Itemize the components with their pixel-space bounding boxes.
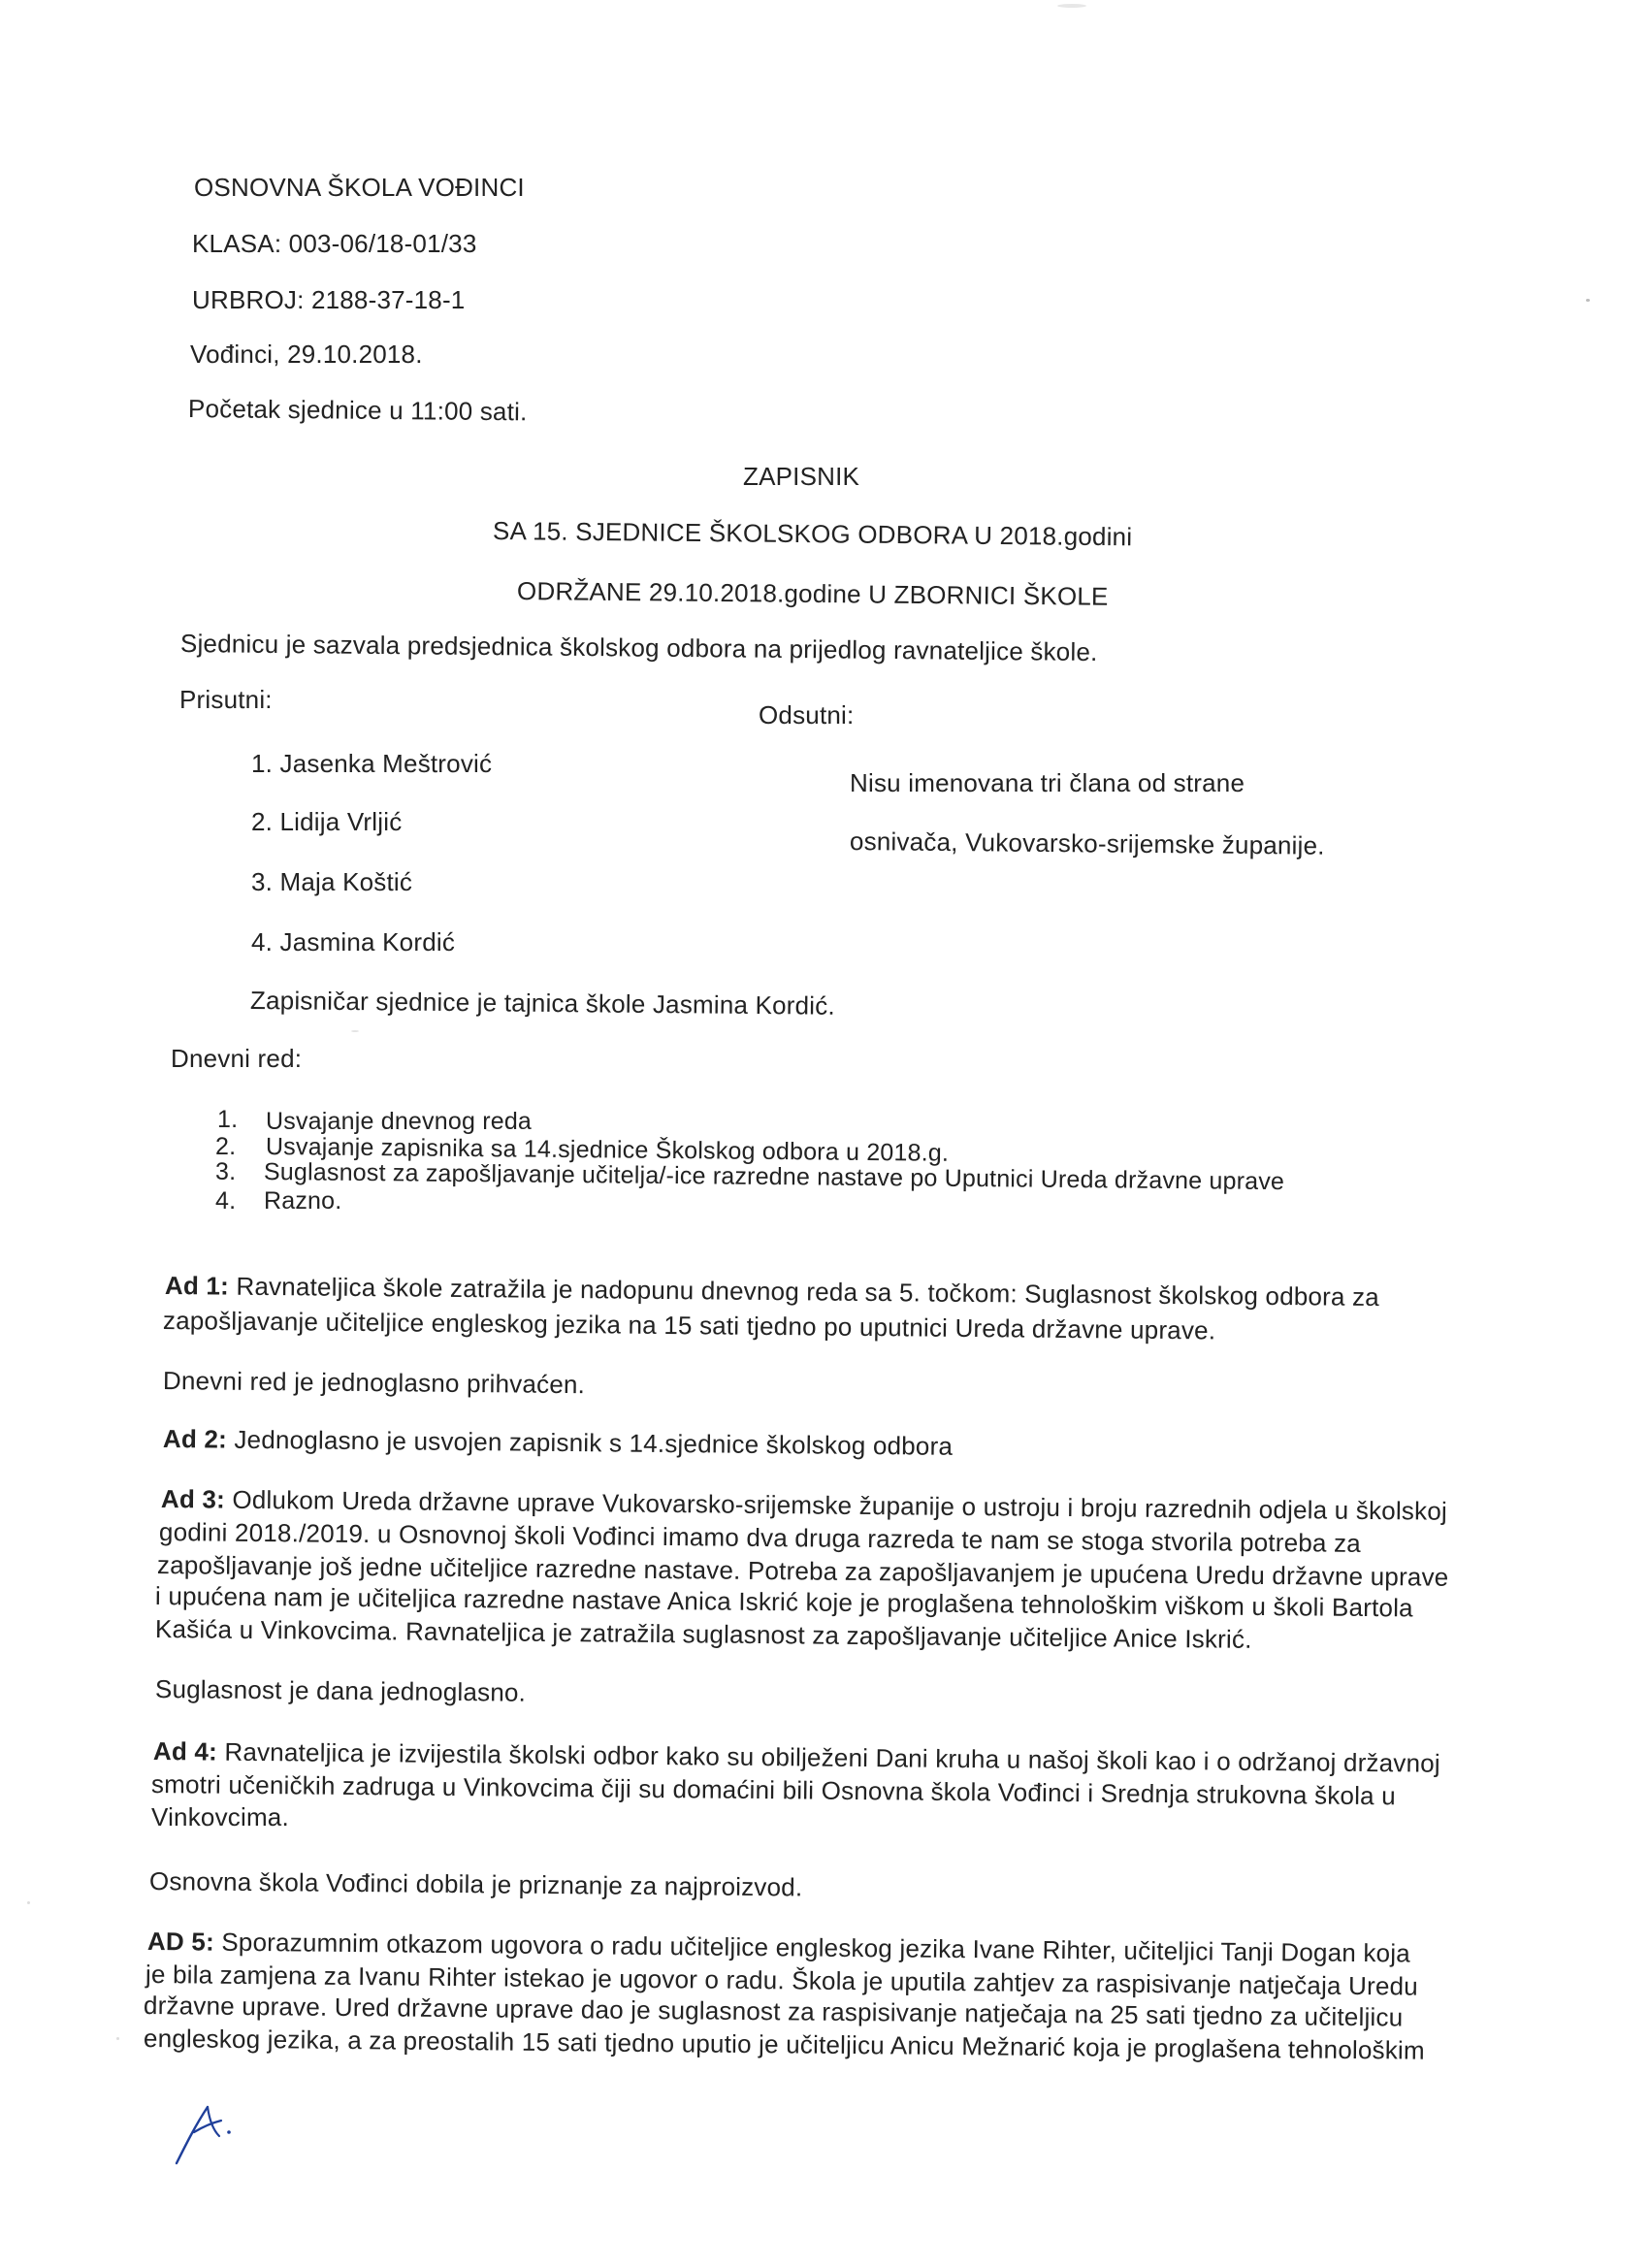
scan-speck: [1586, 299, 1590, 302]
klasa: KLASA: 003-06/18-01/33: [192, 229, 477, 258]
ad4-line-3: Vinkovcima.: [151, 1802, 289, 1831]
ad5-label: AD 5:: [146, 1927, 215, 1957]
ad1-line-1: [165, 1271, 1379, 1312]
scan-speck: [1057, 4, 1086, 8]
recorder-text: Zapisničar sjednice je tajnica škole Jasmina Kordić.: [249, 986, 836, 1021]
ad3-result: Suglasnost je dana jednoglasno.: [154, 1674, 527, 1707]
absent-note-line-2: osnivača, Vukovarsko-srijemske županije.: [849, 826, 1325, 860]
document-title: ZAPISNIK: [743, 462, 860, 491]
ad3-label: Ad 3:: [160, 1484, 226, 1514]
scan-speck: [351, 1030, 359, 1032]
ad3-line-3: zapošljavanje još jedne učiteljice razredne nastave. Potreba za zapošljavanjem je upućena Uredu državne uprave: [156, 1550, 1449, 1592]
ad5-line-2: je bila zamjena za Ivanu Rihter istekao je ugovor o radu. Škola je uputila zahtjev za raspisivanje natječaja Uredu: [145, 1960, 1419, 2001]
ad1-result: Dnevni red je jednoglasno prihvaćen.: [162, 1366, 586, 1400]
ad5-line-3: državne uprave. Ured državne uprave dao je suglasnost za raspisivanje natječaja na 25 sati tjedno za učiteljicu: [143, 1991, 1404, 2032]
ad1-line-2: zapošljavanje učiteljice engleskog jezika na 15 sati tjedno po uputnici Ureda državne uprave.: [162, 1306, 1216, 1345]
place-date: Vođinci, 29.10.2018.: [190, 340, 423, 369]
present-member: 4. Jasmina Kordić: [251, 927, 456, 956]
present-member: 2. Lidija Vrljić: [251, 807, 403, 836]
signature-mark: [165, 2086, 252, 2173]
absent-note-line-1: Nisu imenovana tri člana od strane: [850, 768, 1245, 797]
agenda-item-number: 3.: [215, 1158, 237, 1185]
start-time: Početak sjednice u 11:00 sati.: [187, 394, 528, 427]
ad2-line: [163, 1424, 953, 1462]
ad1-label: Ad 1:: [164, 1271, 230, 1301]
ad5-text: Sporazumnim otkazom ugovora o radu učiteljice engleskog jezika Ivane Rihter, učiteljici Tanji Dogan koja: [221, 1927, 1411, 1968]
urbroj: URBROJ: 2188-37-18-1: [192, 285, 466, 314]
agenda-label: Dnevni red:: [171, 1044, 303, 1073]
present-member: 3. Maja Koštić: [251, 867, 413, 896]
ad4-result: Osnovna škola Vođinci dobila je priznanje za najproizvod.: [148, 1866, 803, 1902]
title-line-3: ODRŽANE 29.10.2018.godine U ZBORNICI ŠKOLE: [516, 576, 1109, 611]
intro-text: Sjednicu je sazvala predsjednica školskog odbora na prijedlog ravnateljice škole.: [179, 629, 1098, 667]
ad4-label: Ad 4:: [152, 1736, 218, 1766]
agenda-item-text: Suglasnost za zapošljavanje učitelja/-ice razredne nastave po Uputnici Ureda državne uprave: [263, 1158, 1285, 1196]
agenda-item-number: 2.: [215, 1133, 237, 1160]
agenda-item-text: Usvajanje dnevnog reda: [266, 1108, 533, 1135]
ad1-text: Ravnateljica škole zatražila je nadopunu dnevnog reda sa 5. točkom: Suglasnost školskog odbora za: [236, 1271, 1380, 1312]
ad2-label: Ad 2:: [162, 1424, 228, 1454]
present-member: 1. Jasenka Meštrović: [251, 749, 493, 778]
agenda-item-number: 4.: [215, 1187, 237, 1215]
agenda-item-number: 1.: [217, 1106, 239, 1133]
agenda-item-text: Razno.: [264, 1187, 342, 1215]
ad3-line-4: i upućena nam je učiteljica razredne nastave Anica Iskrić koje je proglašena tehnološkim viškom u školi Bartola: [154, 1581, 1413, 1623]
ad4-text: Ravnateljica je izvijestila školski odbor kako su obilježeni Dani kruha u našoj školi kao i o održanoj državnoj: [224, 1736, 1441, 1778]
scan-speck: [27, 1901, 30, 1904]
agenda-item-text: Usvajanje zapisnika sa 14.sjednice Školskog odbora u 2018.g.: [265, 1133, 950, 1167]
scan-speck: [116, 2037, 119, 2040]
school-name: OSNOVNA ŠKOLA VOĐINCI: [194, 173, 525, 202]
ad2-text: Jednoglasno je usvojen zapisnik s 14.sjednice školskog odbora: [234, 1424, 954, 1461]
ad3-text: Odlukom Ureda državne uprave Vukovarsko-srijemske županije o ustroju i broju razrednih odjela u školskoj: [232, 1484, 1448, 1526]
ad5-line-4: engleskog jezika, a za preostalih 15 sati tjedno uputio je učiteljicu Anicu Mežnarić koja je proglašena tehnološkim: [143, 2024, 1425, 2065]
ad3-line-5: Kašića u Vinkovcima. Ravnateljica je zatražila suglasnost za zapošljavanje učiteljice Anice Iskrić.: [154, 1614, 1252, 1654]
ad4-line-2: smotri učeničkih zadruga u Vinkovcima čiji su domaćini bili Osnovna škola Vođinci i Srednja strukovna škola u: [150, 1769, 1397, 1811]
ad3-line-2: godini 2018./2019. u Osnovnoj školi Vođinci imamo dva druga razreda te nam se stoga stvorila potreba za: [158, 1517, 1362, 1558]
title-line-2: SA 15. SJEDNICE ŠKOLSKOG ODBORA U 2018.godini: [492, 516, 1133, 552]
absent-label: Odsutni:: [759, 700, 855, 729]
present-label: Prisutni:: [179, 685, 273, 714]
